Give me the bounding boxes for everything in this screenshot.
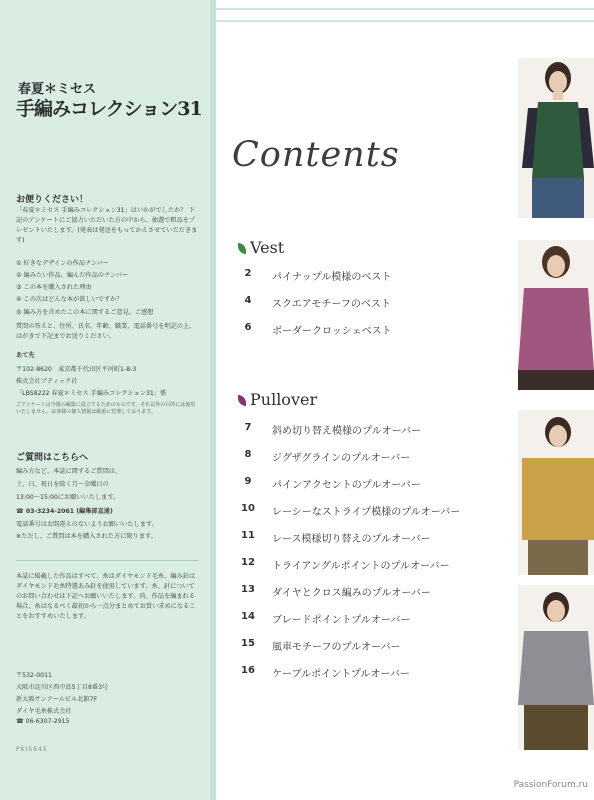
yarn-address-2: 大阪市淀川区西中島5丁目8番3号 (16, 684, 109, 691)
toc-item-title: パインアクセントのプルオーバー (272, 480, 421, 491)
letter-heading: お便りください！ (16, 195, 89, 205)
toc-entry-11[interactable] (238, 530, 508, 546)
toc-item-title: ダイヤとクロス編みのプルオーバー (272, 588, 431, 599)
leaf-icon (238, 395, 246, 406)
sidebar-divider (16, 560, 198, 561)
toc-entry-6[interactable] (238, 322, 508, 338)
model-photo-vest-2[interactable] (518, 240, 594, 390)
toc-page-number: 11 (241, 530, 255, 541)
inquiry-line-1: 編み方など、本誌に関するご質問は、 (16, 468, 122, 475)
model-illustration (518, 240, 594, 390)
inquiry-phone: ☎ 03-3234-2061 (編集部直通) (16, 508, 113, 515)
toc-page-number: 15 (241, 638, 255, 649)
toc-page-number: 8 (244, 449, 252, 460)
toc-page-number: 7 (244, 422, 252, 433)
toc-page-number: 13 (241, 584, 255, 595)
toc-item-title: レーシーなストライプ模様のプルオーバー (272, 507, 461, 518)
toc-entry-7[interactable] (238, 422, 508, 438)
yarn-body: 本誌に掲載した作品はすべて、糸はダイヤモンド毛糸、編み針はダイヤモンド毛糸特選あみ針を使用しています。糸、針についてのお問い合わせは下記へお願いいたします。尚、作品を編まれる場合、糸はなるべく最初から一点分まとめてお買い求めになることをおすすめいたします。 (16, 573, 196, 620)
inquiry-note-2: ※ただし、ご質問は本を購入された方に限ります。 (16, 533, 157, 540)
book-subtitle: 春夏＊ミセス (18, 82, 97, 97)
contents-title: Contents (232, 135, 400, 175)
category-pullover-label: Pullover (250, 390, 318, 409)
toc-page-number: 4 (244, 295, 252, 306)
yarn-address-4: ダイヤ毛糸株式会社 (16, 708, 72, 715)
category-vest-label: Vest (250, 238, 285, 257)
inquiry-heading: ご質問はこちらへ (16, 453, 89, 463)
letter-question-1: ① 好きなデザインの作品ナンバー (16, 260, 109, 267)
toc-entry-14[interactable] (238, 611, 508, 627)
leaf-icon (238, 243, 246, 254)
address-label: あて先 (16, 352, 35, 359)
toc-page-number: 9 (244, 476, 252, 487)
toc-item-title: レース模様切り替えのプルオーバー (272, 534, 431, 545)
toc-item-title: 斜め切り替え模様のプルオーバー (272, 426, 422, 437)
category-pullover-heading (238, 390, 317, 409)
letter-instructions: 質問の答えと、住所、氏名、年齢、職業、電話番号を明記の上、はがきで下記までお送りください。 (16, 323, 196, 340)
address-line-1: 〒102-8620 東京都千代田区平河町1-8-3 (16, 366, 137, 373)
toc-item-title: パイナップル模様のベスト (272, 272, 392, 283)
toc-item-title: ボーダークロッシェベスト (272, 326, 392, 337)
book-title: 手編みコレクション31 (16, 98, 202, 120)
toc-item-title: ブレードポイントプルオーバー (272, 615, 411, 626)
toc-page-number: 14 (241, 611, 255, 622)
toc-item-title: トライアングルポイントのプルオーバー (272, 561, 450, 572)
letter-question-4: ④ この次はどんな本が欲しいですか？ (16, 296, 123, 303)
toc-page-number: 2 (244, 268, 252, 279)
toc-page-number: 10 (241, 503, 255, 514)
toc-entry-16[interactable] (238, 665, 508, 681)
yarn-phone: ☎ 06-6307-2915 (16, 718, 70, 725)
inquiry-line-2: 土、日、祝日を除く月〜金曜日の (16, 481, 109, 488)
watermark: PassionForum.ru (513, 780, 588, 790)
toc-entry-13[interactable] (238, 584, 508, 600)
toc-entry-9[interactable] (238, 476, 508, 492)
footer-code: PKIS945 (16, 746, 48, 753)
toc-item-title: スクエアモチーフのベスト (272, 299, 391, 310)
inquiry-note-1: 電話番号はお間違えのないようお願いいたします。 (16, 521, 158, 528)
toc-item-title: ジグザグラインのプルオーバー (272, 453, 411, 464)
model-illustration (518, 58, 594, 218)
letter-question-2: ② 編みたい作品、編んだ作品のナンバー (16, 272, 128, 279)
toc-entry-4[interactable] (238, 295, 508, 311)
inquiry-line-3: 13:00〜15:00にお願いいたします。 (16, 494, 120, 501)
toc-page-number: 6 (244, 322, 252, 333)
letter-question-5: ⑤ 編み方を含めたこの本に関するご意見、ご感想 (16, 309, 154, 316)
address-line-2: 株式会社ブティック社 (16, 378, 78, 385)
model-illustration (518, 585, 594, 750)
model-illustration (518, 410, 594, 575)
yarn-address-3: 新大阪サンアールビル北館7F (16, 696, 98, 703)
toc-entry-15[interactable] (238, 638, 508, 654)
toc-entry-8[interactable] (238, 449, 508, 465)
model-photo-vest-1[interactable] (518, 58, 594, 218)
toc-page-number: 16 (241, 665, 255, 676)
category-vest-heading (238, 238, 284, 257)
sidebar-edge (210, 0, 216, 800)
letter-question-3: ③ この本を購入された理由 (16, 284, 92, 291)
toc-page-number: 12 (241, 557, 255, 568)
address-line-3: 「LBS8222 春夏＊ミセス 手編みコレクション31」係 (16, 390, 167, 397)
model-photo-pullover-1[interactable] (518, 410, 594, 575)
toc-entry-2[interactable] (238, 268, 508, 284)
toc-entry-10[interactable] (238, 503, 508, 519)
toc-item-title: 風車モチーフのプルオーバー (272, 642, 401, 653)
privacy-note: ごアンケートは今後の編集に役立てるためのものです。それ以外の目的には使用いたしません。お客様の個人情報は厳重に管理しております。 (16, 402, 196, 415)
yarn-address-1: 〒532-0011 (16, 672, 52, 679)
letter-intro: 「春夏＊ミセス 手編みコレクション31」はいかがでしたか？ 下記のアンケートにご協力いただいた方の中から、抽選で粗品をプレゼントいたします。(発表は発送をもってかえさせていただきます) (16, 207, 198, 244)
toc-entry-12[interactable] (238, 557, 508, 573)
toc-item-title: ケーブルポイントプルオーバー (272, 669, 410, 680)
top-rule (216, 8, 594, 22)
model-photo-pullover-2[interactable] (518, 585, 594, 750)
